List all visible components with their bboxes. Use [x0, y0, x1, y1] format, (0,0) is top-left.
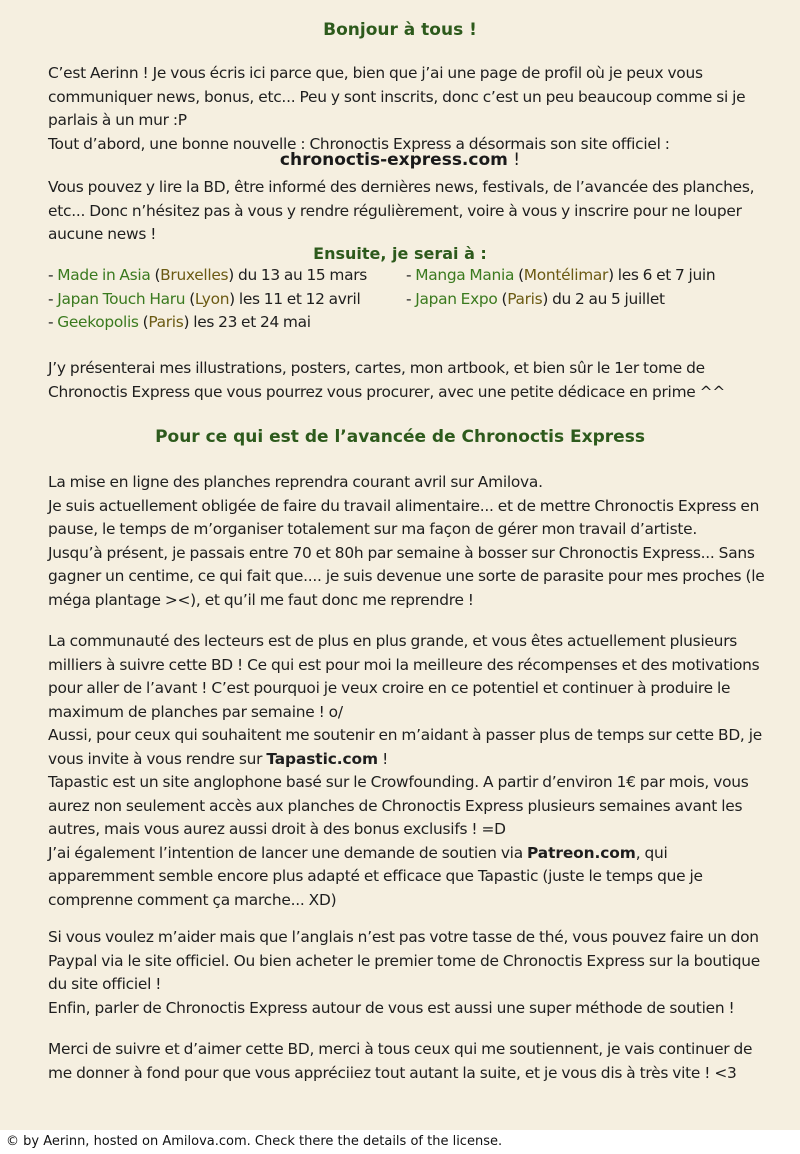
progress-section [48, 471, 768, 612]
event-name: Manga Mania [415, 266, 515, 284]
event-name: Japan Touch Haru [57, 290, 186, 308]
community-text-4-end: , qui apparemment semble encore plus adapté et efficace que Tapastic (juste le temps que je comprenne comment ça marche... XD) [48, 843, 703, 909]
community-text-4 [48, 842, 768, 913]
event-dates: du 2 au 5 juillet [552, 290, 665, 308]
community-text-3: Tapastic est un site anglophone basé sur le Crowfounding. A partir d’environ 1€ par mois, vous aurez non seulement accès aux planches de Chronoctis Express plusieurs semaines avant les autres, mais vous aurez aussi droit à des bonus exclusifs ! =D [48, 773, 749, 838]
intro-text-2: Tout d’abord, une bonne nouvelle : Chronoctis Express a désormais son site officiel : [48, 134, 670, 153]
events-outro: J’y présenterai mes illustrations, posters, cartes, mon artbook, et bien sûr le 1er tome de Chronoctis Express que vous pourrez vous procurer, avec une petite dédicace en prime ^^ [48, 359, 725, 401]
intro-text-1: C’est Aerinn ! Je vous écris ici parce que, bien que j’ai une page de profil où je peux vous communiquer news, bonus, etc... Peu y sont inscrits, donc c’est un peu beaucoup comme si je parlais à un mur :P [48, 64, 746, 129]
event-dates: du 13 au 15 mars [237, 266, 367, 284]
event-city: Lyon [194, 290, 230, 308]
community-section [48, 630, 768, 912]
events-heading: Ensuite, je serai à : [313, 244, 487, 263]
tapastic-link[interactable]: Tapastic.com [266, 749, 378, 768]
event-name: Japan Expo [415, 290, 498, 308]
event-dates: les 6 et 7 juin [617, 266, 716, 284]
community-text-2-start: Aussi, pour ceux qui souhaitent me soutenir en m’aidant à passer plus de temps sur cette BD, je vous invite à vous rendre sur [48, 726, 762, 768]
event-item: - Japan Expo (Paris) du 2 au 5 juillet [406, 290, 665, 308]
patreon-link[interactable]: Patreon.com [527, 843, 636, 862]
event-item: - Japan Touch Haru (Lyon) les 11 et 12 avril [48, 290, 361, 308]
support-section [48, 926, 768, 1020]
event-name: Made in Asia [57, 266, 151, 284]
event-city: Bruxelles [160, 266, 229, 284]
greeting-heading: Bonjour à tous ! [323, 20, 477, 40]
event-city: Montélimar [523, 266, 609, 284]
progress-text-1: La mise en ligne des planches reprendra courant avril sur Amilova. [48, 473, 543, 491]
support-text-1: Si vous voulez m’aider mais que l’anglais n’est pas votre tasse de thé, vous pouvez faire un don Paypal via le site officiel. Ou bien acheter le premier tome de Chronoctis Express sur la boutique du site officiel ! [48, 928, 760, 993]
event-name: Geekopolis [57, 313, 139, 331]
community-text-2-end: ! [377, 749, 389, 768]
event-item: - Manga Mania (Montélimar) les 6 et 7 juin [406, 266, 716, 284]
official-site-suffix: ! [507, 150, 521, 170]
event-city: Paris [148, 313, 184, 331]
event-dates: les 23 et 24 mai [193, 313, 311, 331]
event-item: - Geekopolis (Paris) les 23 et 24 mai [48, 313, 311, 331]
intro-paragraph [48, 62, 768, 156]
community-text-4-start: J’ai également l’intention de lancer une demande de soutien via [48, 843, 528, 862]
community-text-1: La communauté des lecteurs est de plus en plus grande, et vous êtes actuellement plusieurs milliers à suivre cette BD ! Ce qui est pour moi la meilleure des récompenses et des motivations pour aller de l’avant ! C’est pourquoi je veux croire en ce potentiel et continuer à produire le maximum de planches par semaine ! o/ [48, 632, 760, 721]
official-site-link[interactable]: chronoctis-express.com [279, 150, 508, 170]
progress-heading: Pour ce qui est de l’avancée de Chronoctis Express [155, 427, 645, 447]
event-city: Paris [507, 290, 543, 308]
event-dates: les 11 et 12 avril [238, 290, 361, 308]
progress-text-3: Jusqu’à présent, je passais entre 70 et 80h par semaine à bosser sur Chronoctis Express... Sans gagner un centime, ce qui fait que.... je suis devenue une sorte de parasite pour mes proches (le méga plantage ><), et qu’il me faut donc me reprendre ! [48, 543, 765, 609]
intro-text-3: Vous pouvez y lire la BD, être informé des dernières news, festivals, de l’avancée des planches, etc... Donc n’hésitez pas à vous y rendre régulièrement, voire à vous y inscrire pour ne louper aucune news ! [48, 178, 755, 243]
event-item: - Made in Asia (Bruxelles) du 13 au 15 mars [48, 266, 367, 284]
support-text-2: Enfin, parler de Chronoctis Express autour de vous est aussi une super méthode de soutien ! [48, 998, 735, 1017]
official-site-line [0, 150, 800, 170]
community-text-2 [48, 724, 768, 771]
closing-paragraph: Merci de suivre et d’aimer cette BD, merci à tous ceux qui me soutiennent, je vais continuer de me donner à fond pour que vous appréciiez tout autant la suite, et je vous dis à très vite ! <3 [48, 1040, 753, 1082]
license-footer: © by Aerinn, hosted on Amilova.com. Check there the details of the license. [0, 1130, 800, 1154]
progress-text-2: Je suis actuellement obligée de faire du travail alimentaire... et de mettre Chronoctis Express en pause, le temps de m’organiser totalement sur ma façon de gérer mon travail d’artiste. [48, 496, 760, 538]
